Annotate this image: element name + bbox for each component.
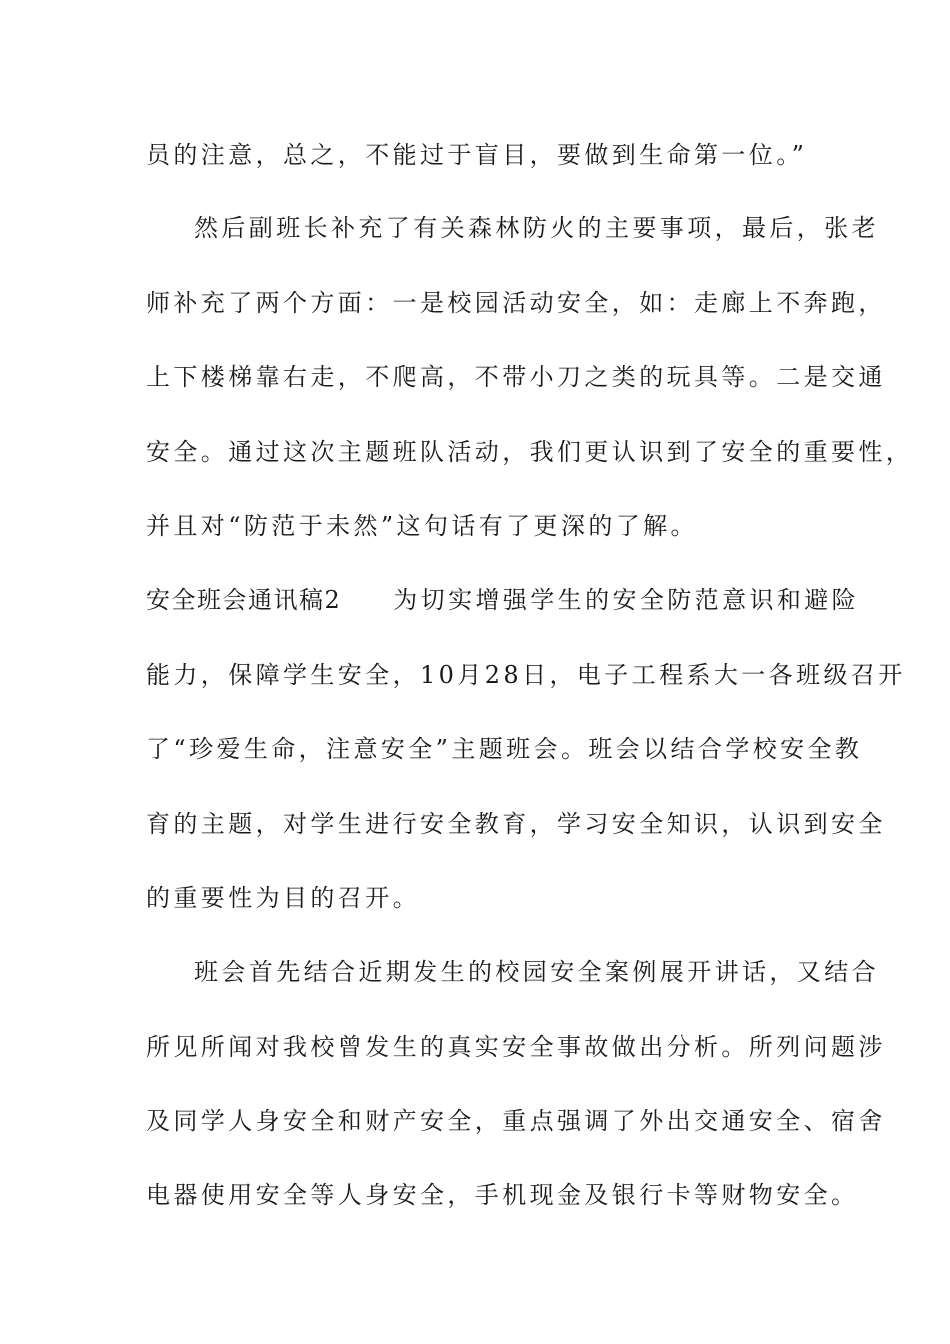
paragraph-line: 并且对“防范于未然”这句话有了更深的了解。 — [146, 512, 698, 540]
paragraph-line: 育的主题，对学生进行安全教育，学习安全知识，认识到安全 — [146, 810, 886, 838]
paragraph-line: 了“珍爱生命，注意安全”主题班会。班会以结合学校安全教 — [146, 735, 863, 763]
section-heading-line — [146, 585, 860, 615]
paragraph-line: 及同学人身安全和财产安全，重点强调了外出交通安全、宿舍 — [146, 1107, 886, 1135]
paragraph-line: 能力，保障学生安全，10月28日，电子工程系大一各班级召开 — [146, 661, 906, 689]
paragraph-line: 师补充了两个方面：一是校园活动安全，如：走廊上不奔跑， — [146, 289, 886, 317]
section-title-continuation: 为切实增强学生的安全防范意识和避险 — [393, 586, 860, 614]
paragraph-line: 所见所闻对我校曾发生的真实安全事故做出分析。所列问题涉 — [146, 1033, 886, 1061]
section-title: 安全班会通讯稿2 — [146, 586, 342, 614]
paragraph-line: 然后副班长补充了有关森林防火的主要事项，最后，张老 — [194, 214, 879, 242]
paragraph-line: 班会首先结合近期发生的校园安全案例展开讲话，又结合 — [194, 958, 879, 986]
paragraph-line: 上下楼梯靠右走，不爬高，不带小刀之类的玩具等。二是交通 — [146, 363, 886, 391]
paragraph-line: 的重要性为目的召开。 — [146, 884, 420, 912]
paragraph-line: 安全。通过这次主题班队活动，我们更认识到了安全的重要性， — [146, 438, 914, 466]
paragraph-line: 员的注意，总之，不能过于盲目，要做到生命第一位。” — [146, 141, 808, 169]
paragraph-line: 电器使用安全等人身安全，手机现金及银行卡等财物安全。 — [146, 1181, 859, 1209]
